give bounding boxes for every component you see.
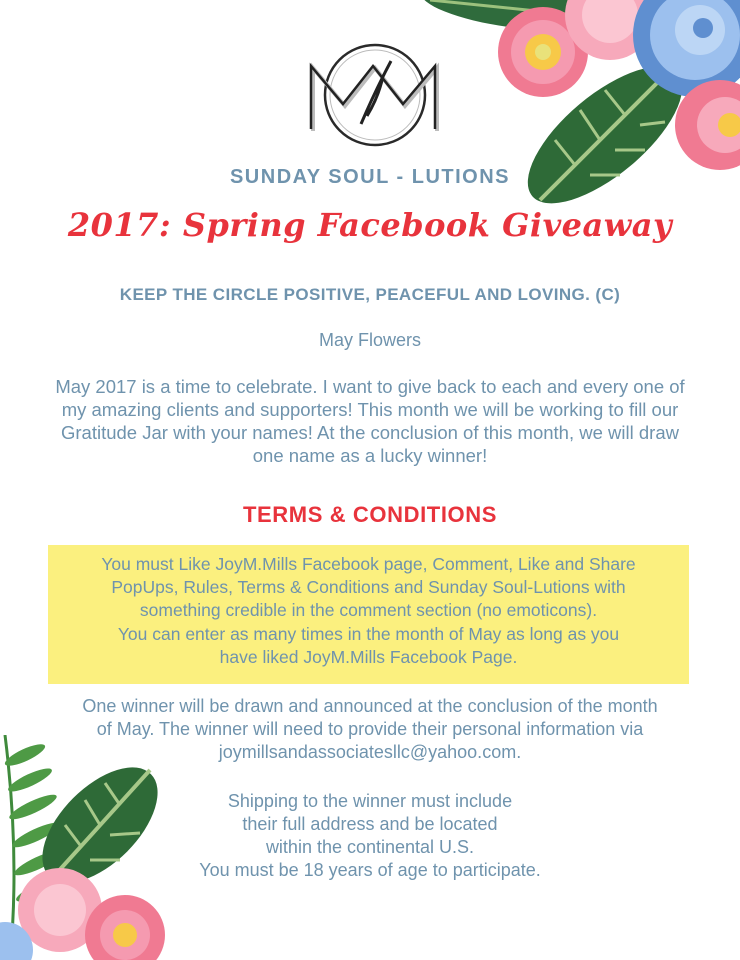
winner-email: joymillsandassociatesllc@yahoo.com. [218, 742, 522, 762]
logo-emblem [305, 36, 445, 154]
terms-line: You must Like JoyM.Mills Facebook page, Comment, Like and Share [101, 554, 636, 574]
terms-line: something credible in the comment section (no emoticons). [139, 600, 598, 621]
brand-title: SUNDAY SOUL - LUTIONS [229, 166, 511, 188]
month-title: May Flowers [318, 330, 421, 350]
mjm-logo [305, 36, 445, 154]
terms-heading: TERMS & CONDITIONS [242, 502, 498, 527]
winner-paragraph [40, 695, 700, 764]
shipping-line: their full address and be located [242, 814, 498, 834]
intro-paragraph: May 2017 is a time to celebrate. I want to give back to each and every one of my amazing clients and supporters! This month we will be working to fill our Gratitude Jar with your names! At the conclusion of this month, we will draw one name as a lucky winner! [55, 376, 685, 466]
tagline: KEEP THE CIRCLE POSITIVE, PEACEFUL AND LOVING. (C) [119, 285, 621, 304]
age-requirement: You must be 18 years of age to participate. [199, 860, 541, 880]
terms-line: have liked JoyM.Mills Facebook Page. [219, 646, 518, 667]
giveaway-title: 2017: Spring Facebook Giveaway [67, 206, 673, 244]
winner-line: of May. The winner will need to provide their personal information via [96, 719, 644, 739]
terms-highlight-box [48, 545, 689, 684]
shipping-line: Shipping to the winner must include [227, 791, 513, 811]
terms-line: PopUps, Rules, Terms & Conditions and Sunday Soul-Lutions with [111, 577, 626, 598]
shipping-line: within the continental U.S. [265, 837, 475, 857]
terms-text [48, 553, 689, 669]
terms-line: You can enter as many times in the month of May as long as you [117, 623, 620, 644]
shipping-paragraph [0, 790, 740, 882]
winner-line: One winner will be drawn and announced at the conclusion of the month [82, 696, 658, 716]
